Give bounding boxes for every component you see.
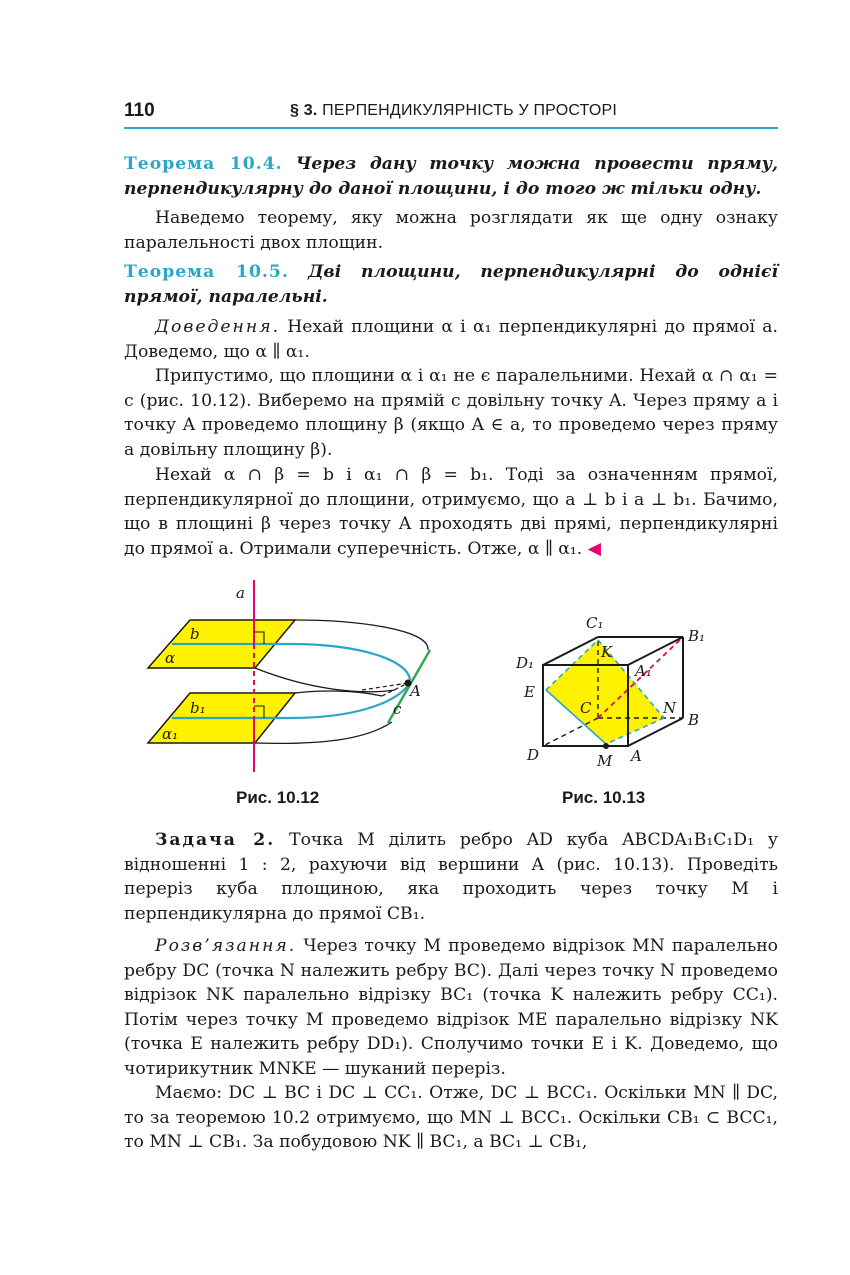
curve-lower-1	[255, 722, 392, 743]
section-prefix: § 3.	[290, 102, 318, 119]
label-E: E	[524, 683, 535, 701]
solution-label: Розв’язання.	[155, 936, 297, 956]
label-C: C	[580, 699, 592, 717]
theorem-10-4-label: Теорема 10.4.	[124, 154, 283, 174]
label-alpha1: α₁	[162, 725, 179, 743]
proof-paragraph-2: Припустимо, що площини α і α₁ не є паралельними. Нехай α ∩ α₁ = c (рис. 10.12). Виберемо на прямій c довільну точку A. Через пряму a і точку A проведемо площину β (якщо A ∈ a, то проведемо через пряму a довільну площину β).	[124, 366, 778, 460]
label-A: A	[410, 682, 421, 700]
caption-fig-10-12: Рис. 10.12	[236, 788, 320, 807]
label-B1: B₁	[688, 627, 706, 645]
proof-label: Доведення.	[155, 317, 281, 337]
point-M	[603, 743, 609, 749]
label-a: a	[236, 584, 245, 602]
label-D: D	[527, 746, 540, 764]
label-B: B	[688, 711, 700, 729]
page-number: 110	[124, 100, 155, 121]
page-header	[124, 100, 778, 130]
label-D1: D₁	[516, 654, 535, 672]
label-c: c	[393, 700, 402, 718]
label-K: K	[601, 643, 613, 661]
curve-lower	[255, 668, 395, 692]
caption-fig-10-13: Рис. 10.13	[562, 788, 646, 807]
label-N: N	[663, 699, 677, 717]
proof-text-1: Нехай площини α і α₁ перпендикулярні до прямої a. Доведемо, що α ∥ α₁.	[124, 317, 778, 362]
theorem-10-4	[124, 152, 778, 201]
theorem-10-5-text: Дві площини, перпендикулярні до однієї прямої, паралельні.	[124, 262, 778, 307]
section-name: ПЕРПЕНДИКУЛЯРНІСТЬ У ПРОСТОРІ	[322, 102, 617, 119]
theorem-10-5-label: Теорема 10.5.	[124, 262, 289, 282]
task-2-label: Задача 2.	[155, 830, 276, 850]
label-A-cube: A	[631, 747, 642, 765]
task-2	[124, 828, 778, 926]
proof-paragraph-3	[124, 463, 778, 561]
intro-paragraph: Наведемо теорему, яку можна розглядати як ще одну ознаку паралельності двох площин.	[124, 208, 778, 253]
label-b: b	[190, 625, 200, 643]
label-A1: A₁	[635, 662, 652, 680]
proof-text-3: Нехай α ∩ β = b і α₁ ∩ β = b₁. Тоді за означенням прямої, перпендикулярної до площини, отримуємо, що a ⊥ b і a ⊥ b₁. Бачимо, що в площині β через точку A проходять дві прямі, перпендикулярні до прямої a. Отримали суперечність. Отже, α ∥ α₁.	[124, 465, 778, 559]
header-divider	[124, 127, 778, 129]
task-2-text: Точка M ділить ребро AD куба ABCDA₁B₁C₁D₁ у відношенні 1 : 2, рахуючи від вершини A (рис. 10.13). Проведіть переріз куба площиною, яка проходить через точку M і перпендикулярна до прямої CB₁.	[124, 830, 778, 924]
label-M: M	[597, 752, 613, 770]
proof-end-mark: ◀	[587, 538, 601, 559]
section-title	[290, 102, 617, 120]
theorem-10-4-text: Через дану точку можна провести пряму, перпендикулярну до даної площини, і до того ж тільки одну.	[124, 154, 778, 199]
figure-10-12	[140, 575, 450, 780]
figure-10-13	[510, 608, 720, 778]
theorem-10-5	[124, 260, 778, 309]
solution-text-1: Через точку M проведемо відрізок MN паралельно ребру DC (точка N належить ребру BC). Далі через точку N проведемо відрізок NK паралельно відрізку BC₁ (точка K належить ребру CC₁). Потім через точку M проведемо відрізок ME паралельно відрізку NK (точка E належить ребру DD₁). Сполучимо точки E і K. Доведемо, що чотирикутник MNKE — шуканий переріз.	[124, 936, 779, 1079]
label-alpha: α	[165, 649, 176, 667]
solution-paragraph-1	[124, 934, 778, 1081]
label-b1: b₁	[190, 699, 206, 717]
proof-paragraph-1	[124, 315, 778, 364]
edge-CD	[543, 718, 598, 746]
edge-B1A1	[628, 637, 683, 665]
solution-paragraph-2: Маємо: DC ⊥ BC і DC ⊥ CC₁. Отже, DC ⊥ BCC₁. Оскільки MN ∥ DC, то за теоремою 10.2 отримуємо, що MN ⊥ BCC₁. Оскільки CB₁ ⊂ BCC₁, то MN ⊥ CB₁. За побудовою NK ∥ BC₁, а BC₁ ⊥ CB₁,	[124, 1083, 778, 1152]
label-C1: C₁	[586, 614, 604, 632]
